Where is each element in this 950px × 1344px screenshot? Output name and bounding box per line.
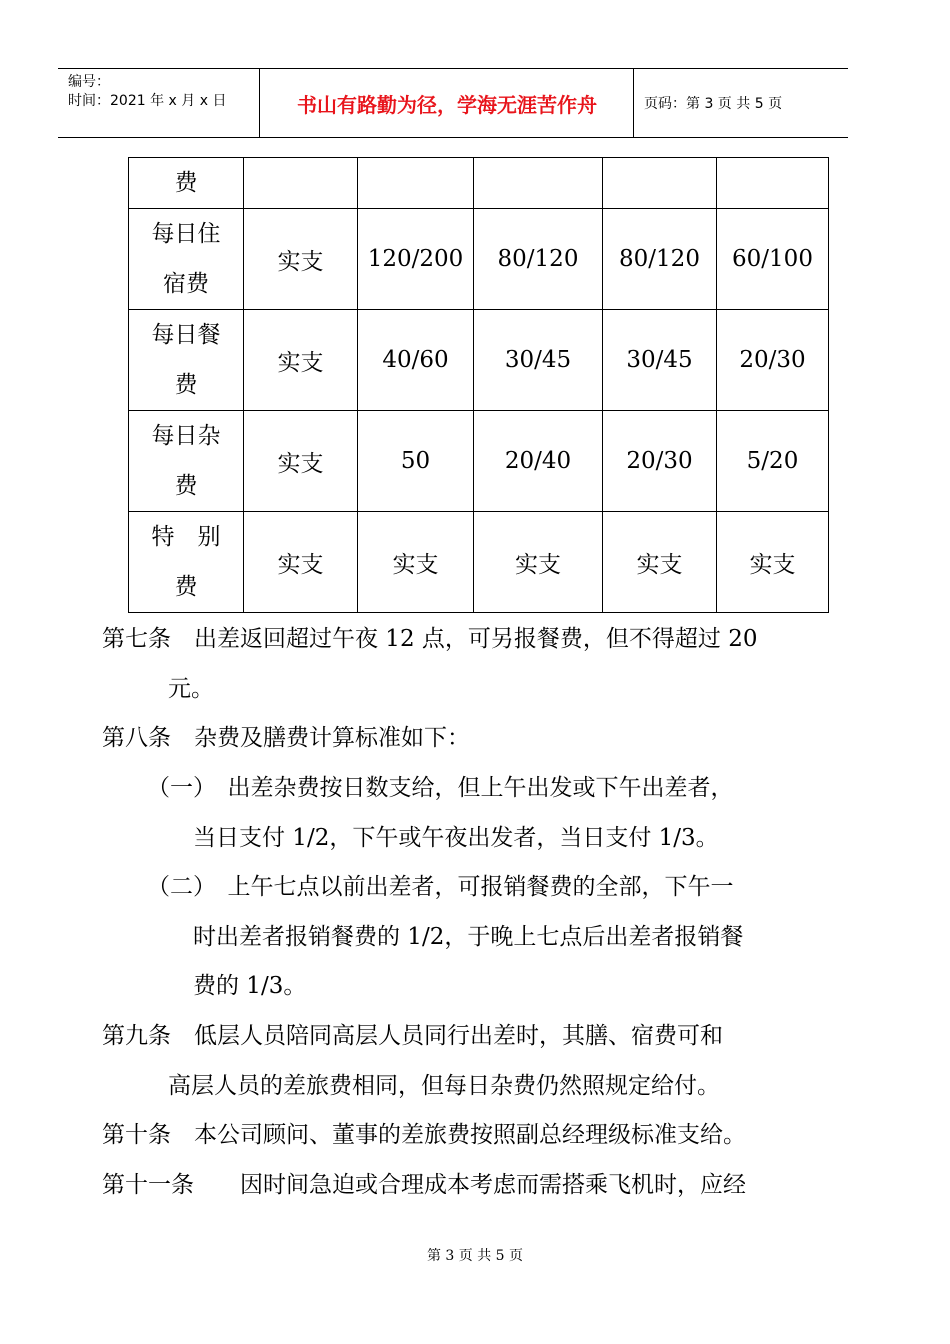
table-cell: 5/20 (717, 411, 829, 512)
article-11: 第十一条 因时间急迫或合理成本考虑而需搭乘飞机时，应经 (102, 1172, 746, 1198)
header-time: 时间：2021 年 x 月 x 日 (68, 93, 227, 109)
table-cell (474, 158, 603, 209)
table-cell: 实支 (717, 512, 829, 613)
page-footer: 第 3 页 共 5 页 (426, 1248, 524, 1264)
row-label-line: 费 (174, 574, 198, 600)
table-cell (717, 158, 829, 209)
table-row (129, 512, 829, 613)
row-label-line: 每日杂 (151, 423, 221, 449)
table-cell: 30/45 (603, 310, 717, 411)
header-slogan: 书山有路勤为径，学海无涯苦作舟 (297, 92, 597, 117)
article-7-line2: 元。 (168, 676, 214, 702)
table-row (129, 411, 829, 512)
row-label-cell (129, 310, 244, 411)
article-8-item1-line1: （一） 出差杂费按日数支给，但上午出发或下午出差者， (147, 775, 734, 801)
article-8-item2-line2: 时出差者报销餐费的 1/2，于晚上七点后出差者报销餐 (193, 924, 744, 950)
article-8-item2-line3: 费的 1/3。 (193, 973, 307, 999)
table-cell: 80/120 (603, 209, 717, 310)
row-label-line: 宿费 (163, 271, 209, 297)
row-label-line: 费 (174, 473, 198, 499)
table-row (129, 209, 829, 310)
header-number: 编号： (68, 74, 110, 90)
table-cell: 120/200 (358, 209, 474, 310)
table-row (129, 158, 829, 209)
row-label-cell (129, 411, 244, 512)
article-9-line2: 高层人员的差旅费相同，但每日杂费仍然照规定给付。 (168, 1073, 720, 1099)
table-cell: 实支 (244, 310, 358, 411)
table-cell: 实支 (244, 209, 358, 310)
row-label-cell (129, 209, 244, 310)
row-label-line: 特 别 (151, 524, 221, 550)
row-label-cell (129, 512, 244, 613)
header-meta (68, 73, 226, 111)
table-cell: 实支 (244, 411, 358, 512)
page-header (58, 68, 848, 138)
header-page-number: 页码：第 3 页 共 5 页 (644, 96, 783, 112)
row-label-cell (129, 158, 244, 209)
row-label-line: 每日餐 (151, 322, 221, 348)
table-cell: 80/120 (474, 209, 603, 310)
table-cell (244, 158, 358, 209)
table-cell: 20/40 (474, 411, 603, 512)
table-cell: 20/30 (603, 411, 717, 512)
table-cell: 实支 (358, 512, 474, 613)
article-9-line1: 第九条 低层人员陪同高层人员同行出差时，其膳、宿费可和 (102, 1023, 723, 1049)
article-7-line1: 第七条 出差返回超过午夜 12 点，可另报餐费，但不得超过 20 (102, 626, 758, 652)
table-cell (603, 158, 717, 209)
table-cell (358, 158, 474, 209)
table-cell: 实支 (603, 512, 717, 613)
table-cell: 40/60 (358, 310, 474, 411)
article-8: 第八条 杂费及膳费计算标准如下： (102, 725, 470, 751)
expense-table (128, 157, 829, 613)
row-label-line: 费 (174, 170, 198, 196)
table-cell: 50 (358, 411, 474, 512)
row-label-line: 费 (174, 372, 198, 398)
table-cell: 20/30 (717, 310, 829, 411)
expense-table-body (129, 158, 829, 613)
table-cell: 30/45 (474, 310, 603, 411)
table-cell: 实支 (474, 512, 603, 613)
article-8-item2-line1: （二） 上午七点以前出差者，可报销餐费的全部，下午一 (147, 874, 734, 900)
row-label-line: 每日住 (151, 221, 221, 247)
article-8-item1-line2: 当日支付 1/2，下午或午夜出发者，当日支付 1/3。 (193, 825, 719, 851)
table-row (129, 310, 829, 411)
article-10: 第十条 本公司顾问、董事的差旅费按照副总经理级标准支给。 (102, 1122, 746, 1148)
table-cell: 实支 (244, 512, 358, 613)
table-cell: 60/100 (717, 209, 829, 310)
header-divider (633, 69, 634, 137)
